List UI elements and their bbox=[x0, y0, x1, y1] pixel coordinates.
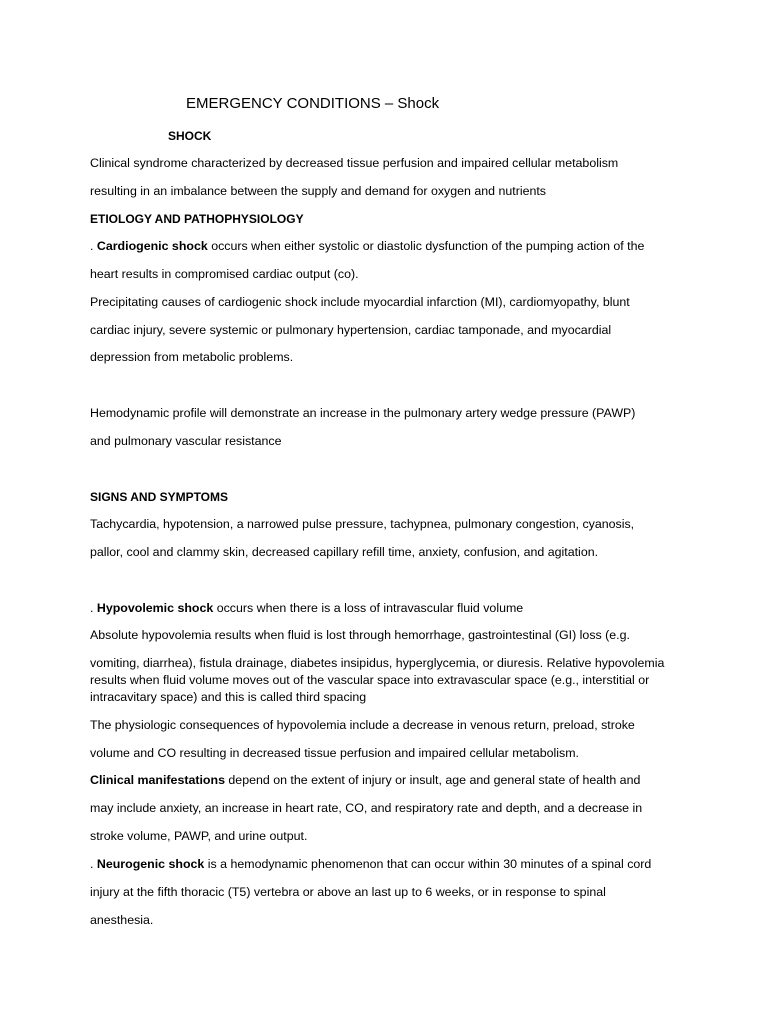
hypovolemic-term: Hypovolemic shock bbox=[96, 601, 214, 615]
section-subtitle: SHOCK bbox=[168, 129, 212, 143]
hemodynamic-line-1: Hemodynamic profile will demonstrate an increase in the pulmonary artery wedge pressure (PAWP) bbox=[90, 406, 636, 420]
hypovolemic-text: occurs when there is a loss of intravascular fluid volume bbox=[213, 601, 524, 615]
signs-line-1: Tachycardia, hypotension, a narrowed pulse pressure, tachypnea, pulmonary congestion, cyanosis, bbox=[90, 517, 635, 531]
cardiogenic-text: occurs when either systolic or diastolic dysfunction of the pumping action of the bbox=[207, 239, 645, 253]
signs-heading: SIGNS AND SYMPTOMS bbox=[90, 490, 229, 504]
manifestations-term: Clinical manifestations bbox=[90, 773, 225, 787]
neurogenic-line-1 bbox=[90, 856, 651, 872]
bullet-prefix: . bbox=[90, 857, 97, 871]
hypovolemic-line-1 bbox=[90, 600, 523, 616]
neurogenic-text: is a hemodynamic phenomenon that can occur within 30 minutes of a spinal cord bbox=[204, 857, 652, 871]
neurogenic-line-2: injury at the fifth thoracic (T5) vertebra or above an last up to 6 weeks, or in response to spinal bbox=[90, 885, 606, 899]
absolute-line-3: results when fluid volume moves out of the vascular space into extravascular space (e.g., interstitial or bbox=[90, 673, 650, 687]
manifestations-line-2: may include anxiety, an increase in heart rate, CO, and respiratory rate and depth, and a decrease in bbox=[90, 801, 643, 815]
document-title: EMERGENCY CONDITIONS – Shock bbox=[186, 95, 440, 112]
causes-line-3: depression from metabolic problems. bbox=[90, 350, 294, 364]
causes-line-2: cardiac injury, severe systemic or pulmonary hypertension, cardiac tamponade, and myocardial bbox=[90, 323, 612, 337]
definition-line-2: resulting in an imbalance between the supply and demand for oxygen and nutrients bbox=[90, 184, 546, 198]
absolute-line-2: vomiting, diarrhea), fistula drainage, diabetes insipidus, hyperglycemia, or diuresis. Relative hypovolemia bbox=[90, 656, 665, 670]
consequences-line-2: volume and CO resulting in decreased tissue perfusion and impaired cellular metabolism. bbox=[90, 746, 579, 760]
neurogenic-line-3: anesthesia. bbox=[90, 913, 154, 927]
hemodynamic-line-2: and pulmonary vascular resistance bbox=[90, 434, 282, 448]
absolute-line-1: Absolute hypovolemia results when fluid is lost through hemorrhage, gastrointestinal (GI) loss (e.g. bbox=[90, 628, 630, 642]
manifestations-line-1 bbox=[90, 772, 640, 788]
bullet-prefix: . bbox=[90, 239, 97, 253]
definition-line-1: Clinical syndrome characterized by decreased tissue perfusion and impaired cellular metabolism bbox=[90, 156, 619, 170]
causes-line-1: Precipitating causes of cardiogenic shock include myocardial infarction (MI), cardiomyopathy, blunt bbox=[90, 295, 630, 309]
consequences-line-1: The physiologic consequences of hypovolemia include a decrease in venous return, preload, stroke bbox=[90, 718, 635, 732]
neurogenic-term: Neurogenic shock bbox=[96, 857, 205, 871]
manifestations-line-3: stroke volume, PAWP, and urine output. bbox=[90, 829, 308, 843]
manifestations-text: depend on the extent of injury or insult, age and general state of health and bbox=[224, 773, 641, 787]
signs-line-2: pallor, cool and clammy skin, decreased capillary refill time, anxiety, confusion, and agitation. bbox=[90, 545, 599, 559]
cardiogenic-line-1 bbox=[90, 238, 644, 254]
bullet-prefix: . bbox=[90, 601, 97, 615]
cardiogenic-line-2: heart results in compromised cardiac output (co). bbox=[90, 267, 359, 281]
etiology-heading: ETIOLOGY AND PATHOPHYSIOLOGY bbox=[90, 212, 304, 226]
cardiogenic-term: Cardiogenic shock bbox=[96, 239, 208, 253]
absolute-line-4: intracavitary space) and this is called third spacing bbox=[90, 690, 367, 704]
